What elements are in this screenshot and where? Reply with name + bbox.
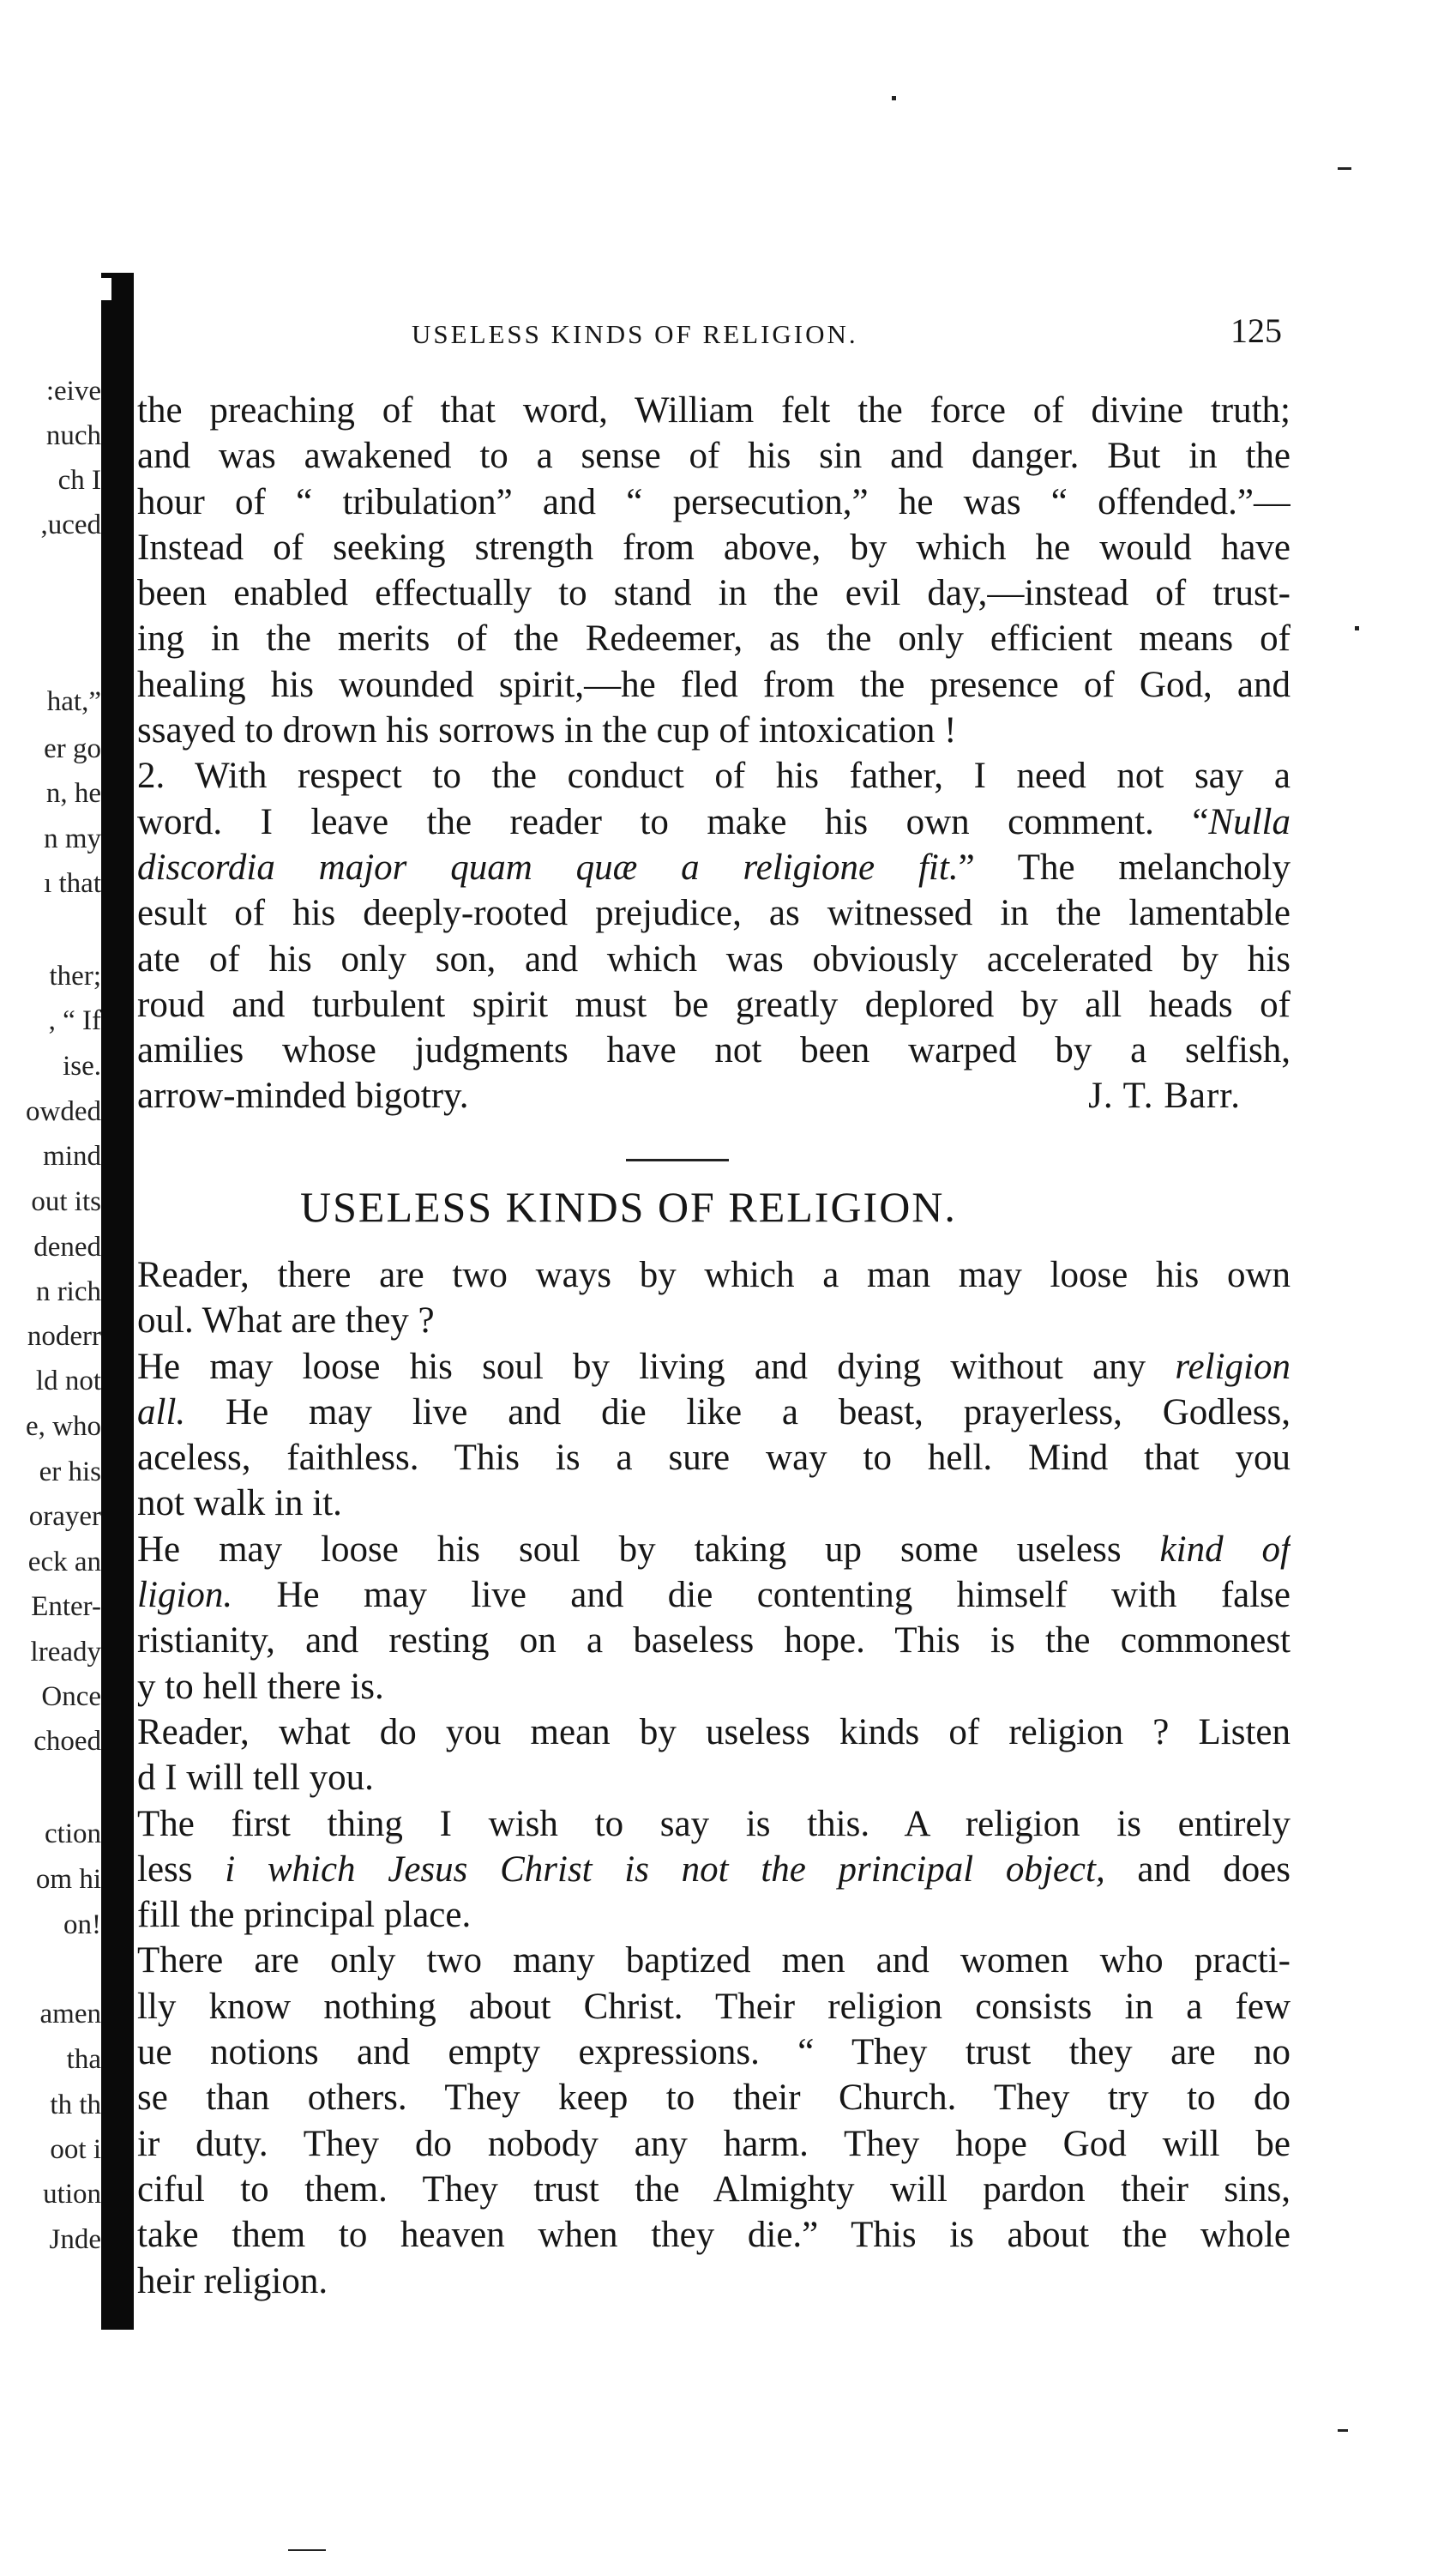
binding-shadow — [101, 273, 134, 2330]
text-run: He may loose his soul by taking up some useless — [137, 1529, 1160, 1570]
text-line: d I will tell you. — [137, 1758, 374, 1799]
facing-page-fragment: e, who — [26, 1411, 101, 1442]
text-line: ing in the merits of the Redeemer, as the only efficient means of — [137, 618, 1291, 660]
article-body — [137, 1252, 1291, 2304]
text-line: esult of his deeply-rooted prejudice, as witnessed in the lamentable — [137, 893, 1291, 934]
section-divider — [626, 1159, 729, 1161]
facing-page-fragment: oot i — [50, 2134, 101, 2165]
text-line: amilies whose judgments have not been warped by a selfish, — [137, 1030, 1291, 1071]
facing-page-fragment: er his — [39, 1456, 101, 1487]
facing-page-fragment: amen — [39, 1999, 101, 2029]
text-line: hour of “ tribulation” and “ persecution,” he was “ offended.”— — [137, 481, 1291, 522]
text-line: Reader, what do you mean by useless kinds of religion ? Listen — [137, 1711, 1291, 1752]
text-run: He may loose his soul by living and dying without any — [137, 1346, 1176, 1387]
facing-page-fragment: om hi — [35, 1864, 101, 1895]
facing-page-fragment: orayer — [28, 1501, 101, 1532]
text-line: The first thing I wish to say is this. A religion is entirely — [137, 1803, 1291, 1844]
facing-page-fragment: ution — [43, 2179, 101, 2210]
print-speck — [288, 2549, 326, 2551]
facing-page-fragment: Enter- — [31, 1591, 101, 1622]
text-line: and was awakened to a sense of his sin and danger. But in the — [137, 436, 1291, 477]
print-speck — [1338, 167, 1351, 170]
emphasis: religion — [1175, 1346, 1291, 1387]
article-title: USELESS KINDS OF RELIGION. — [300, 1183, 957, 1231]
text-line — [137, 1344, 1291, 1390]
text-run: He may live and die like a beast, prayerless, Godless, — [185, 1391, 1291, 1432]
author-signature: J. T. Barr. — [1088, 1076, 1241, 1117]
text-run: less — [137, 1848, 226, 1890]
facing-page-fragment: choed — [33, 1726, 101, 1757]
facing-page-fragment: noderr — [27, 1321, 101, 1352]
text-run: word. I leave the reader to make his own comment. “ — [137, 801, 1209, 842]
facing-page-fragment: er go — [44, 733, 101, 764]
facing-page-fragment: Once — [41, 1681, 101, 1712]
facing-page-fragment: ise. — [63, 1051, 101, 1082]
text-line — [137, 799, 1291, 845]
latin-quote: Nulla — [1208, 801, 1291, 842]
facing-page-fragment: n, he — [45, 778, 101, 809]
text-run: arrow-minded bigotry. — [137, 1076, 469, 1117]
text-line: Instead of seeking strength from above, by which he would have — [137, 527, 1291, 568]
facing-page-fragment: :eive — [45, 376, 101, 407]
facing-page-fragment: owded — [26, 1096, 101, 1127]
running-title: USELESS KINDS OF RELIGION. — [412, 319, 858, 349]
text-line: oul. What are they ? — [137, 1300, 435, 1342]
latin-quote: discordia major quam quæ a religione fit. — [137, 847, 959, 888]
print-speck — [892, 96, 896, 100]
facing-page-fragment: out its — [31, 1186, 101, 1217]
text-line — [137, 1847, 1291, 1892]
text-line — [137, 845, 1291, 890]
emphasis: all. — [137, 1391, 186, 1432]
text-line — [137, 1073, 1291, 1119]
emphasis: kind of — [1159, 1529, 1291, 1570]
text-line: There are only two many baptized men and women who practi- — [137, 1940, 1291, 1981]
text-line: heir religion. — [137, 2260, 328, 2301]
text-run: ” The melancholy — [958, 847, 1291, 888]
facing-page-fragment: eck an — [27, 1547, 101, 1577]
text-line: healing his wounded spirit,—he fled from the presence of God, and — [137, 664, 1291, 705]
facing-page-fragment: ch I — [57, 465, 101, 496]
facing-page-fragment: ,uced — [40, 510, 101, 540]
text-line — [137, 1527, 1291, 1572]
text-line: not walk in it. — [137, 1483, 342, 1524]
facing-page-fragment: nuch — [45, 420, 101, 451]
facing-page-fragment: Jnde — [49, 2224, 101, 2255]
facing-page-fragment: tha — [66, 2044, 101, 2075]
page-number: 125 — [1230, 311, 1282, 350]
text-line: ue notions and empty expressions. “ They trust they are no — [137, 2032, 1291, 2073]
binding-notch — [99, 278, 111, 300]
text-line: ristianity, and resting on a baseless hope. This is the commonest — [137, 1620, 1291, 1661]
facing-page-fragment: n rich — [35, 1276, 101, 1307]
facing-page-fragment: n my — [44, 823, 101, 854]
facing-page-fragment: hat,” — [46, 686, 101, 717]
text-line: y to hell there is. — [137, 1666, 384, 1707]
emphasis: ligion. — [137, 1575, 233, 1616]
text-line: ciful to them. They trust the Almighty will pardon their sins, — [137, 2168, 1291, 2210]
text-line — [137, 1390, 1291, 1435]
text-line: lly know nothing about Christ. Their religion consists in a few — [137, 1986, 1291, 2027]
text-line: se than others. They keep to their Church. They try to do — [137, 2078, 1291, 2119]
page-header — [412, 311, 1282, 367]
text-line: ssayed to drown his sorrows in the cup of intoxication ! — [137, 710, 957, 751]
text-line — [137, 1572, 1291, 1618]
facing-page-fragment: ction — [45, 1818, 101, 1849]
text-line: ate of his only son, and which was obviously accelerated by his — [137, 938, 1291, 980]
text-line: 2. With respect to the conduct of his father, I need not say a — [137, 756, 1291, 797]
text-line: roud and turbulent spirit must be greatly deplored by all heads of — [137, 984, 1291, 1025]
emphasis: i which Jesus Christ is not the principal object, — [225, 1848, 1105, 1890]
print-speck — [1355, 626, 1359, 630]
text-line: fill the principal place. — [137, 1895, 472, 1936]
text-line: aceless, faithless. This is a sure way to hell. Mind that you — [137, 1438, 1291, 1479]
facing-page-fragment: mind — [43, 1141, 101, 1172]
print-speck — [1338, 2429, 1348, 2432]
facing-page-fragment: ı that — [44, 868, 101, 899]
text-line: take them to heaven when they die.” This is about the whole — [137, 2215, 1291, 2256]
text-line: been enabled effectually to stand in the evil day,—instead of trust- — [137, 573, 1291, 614]
facing-page-fragment: ther; — [49, 961, 101, 992]
facing-page-fragment: dened — [33, 1232, 101, 1263]
facing-page-fragment: th th — [50, 2090, 101, 2120]
facing-page-fragment: on! — [63, 1909, 101, 1940]
text-line: the preaching of that word, William felt the force of divine truth; — [137, 390, 1291, 431]
facing-page-fragments — [0, 0, 101, 2563]
text-line: Reader, there are two ways by which a man may loose his own — [137, 1255, 1291, 1295]
text-line: ir duty. They do nobody any harm. They hope God will be — [137, 2123, 1291, 2164]
facing-page-fragment: lready — [30, 1637, 101, 1667]
previous-article-text — [137, 388, 1291, 1119]
facing-page-fragment: ld not — [35, 1366, 101, 1396]
text-run: He may live and die contenting himself with false — [232, 1575, 1291, 1616]
facing-page-fragment: , “ If — [48, 1005, 101, 1036]
text-run: and does — [1104, 1848, 1291, 1890]
